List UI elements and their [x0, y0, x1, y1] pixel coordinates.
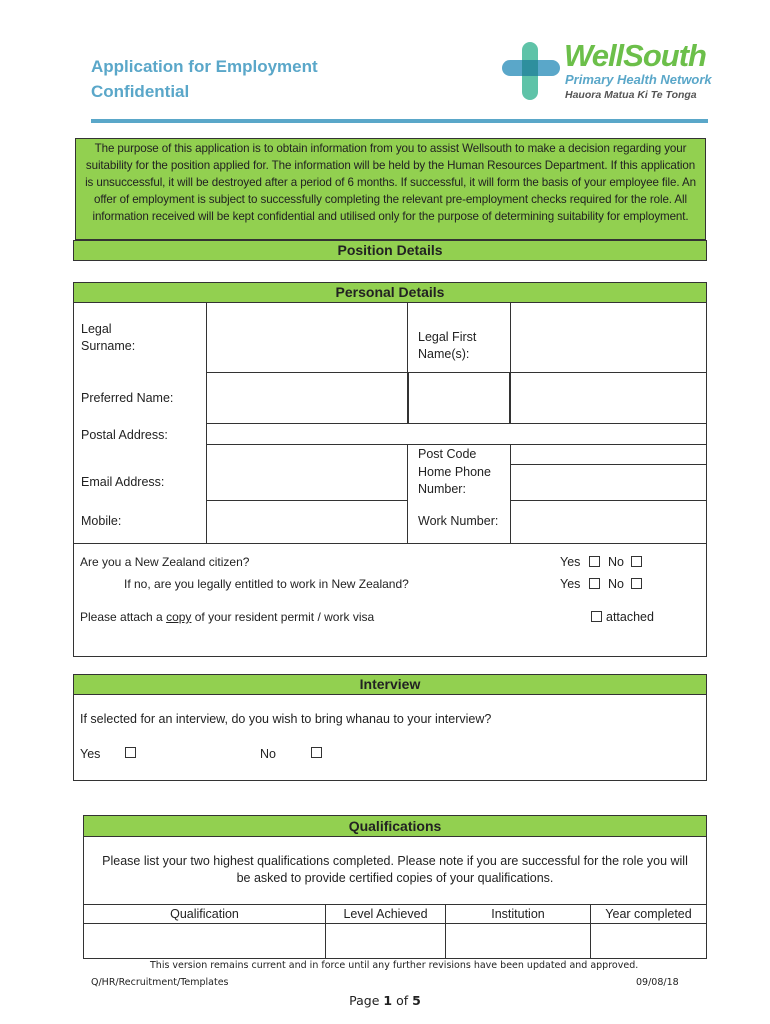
mobile-label: Mobile: — [81, 514, 122, 528]
personal-details-heading: Personal Details — [73, 282, 707, 303]
entitled-no-label: No — [608, 577, 624, 591]
postal-address-field[interactable] — [206, 423, 707, 445]
mobile-field[interactable] — [206, 500, 408, 544]
title-line-1: Application for Employment — [91, 57, 318, 76]
year-completed-input[interactable] — [590, 923, 707, 959]
legal-surname-label: Legal Surname: — [81, 322, 136, 353]
logo-subtitle: Primary Health Network — [565, 72, 712, 87]
entitled-yes-label: Yes — [560, 577, 581, 591]
home-phone-field[interactable] — [510, 464, 707, 501]
column-header-qualification: Qualification — [83, 904, 326, 924]
legal-first-name-field[interactable] — [510, 302, 707, 373]
interview-heading: Interview — [73, 674, 707, 695]
work-number-label: Work Number: — [418, 514, 499, 528]
qualifications-intro: Please list your two highest qualifications completed. Please note if you are successful for the role you will be asked to provide certified copies of your qualifications. — [102, 854, 688, 885]
attach-visa-instruction: Please attach a copy of your resident permit / work visa — [80, 610, 375, 624]
document-date: 09/08/18 — [636, 977, 679, 988]
wellsouth-logo — [500, 38, 740, 108]
home-phone-label: Home Phone Number: — [418, 465, 491, 496]
qualification-input[interactable] — [83, 923, 326, 959]
preferred-name-label: Preferred Name: — [81, 391, 174, 405]
attached-checkbox[interactable] — [591, 611, 602, 622]
form-title — [91, 54, 318, 104]
attached-label: attached — [606, 610, 654, 624]
email-address-field[interactable] — [206, 444, 408, 501]
interview-section — [73, 694, 707, 781]
postal-address-label: Postal Address: — [81, 428, 168, 442]
preferred-name-field-3[interactable] — [510, 372, 707, 424]
column-header-institution: Institution — [445, 904, 591, 924]
intro-text: The purpose of this application is to obtain information from you to assist Wellsouth to make a decision regarding your suitability for the position applied for. The information will be held by the Human Resources Department. If this application is unsuccessful, it will be destroyed after a period of 6 months. If successful, it will form the basis of your employee file. An offer of employment is subject to successfully completing the relevant pre-employment checks required for the role. All information received will be kept confidential and utilised only for the purpose of determining suitability for employment. — [75, 138, 706, 240]
post-code-label: Post Code — [418, 447, 477, 461]
nz-citizen-no-checkbox[interactable] — [631, 556, 642, 567]
email-address-label: Email Address: — [81, 475, 165, 489]
qualifications-heading: Qualifications — [83, 815, 707, 837]
whanau-question: If selected for an interview, do you wish to bring whanau to your interview? — [80, 712, 492, 726]
whanau-yes-label: Yes — [80, 747, 101, 761]
entitled-no-checkbox[interactable] — [631, 578, 642, 589]
level-achieved-input[interactable] — [325, 923, 446, 959]
nz-citizen-yes-checkbox[interactable] — [589, 556, 600, 567]
whanau-yes-checkbox[interactable] — [125, 747, 136, 758]
nz-citizen-question: Are you a New Zealand citizen? — [80, 555, 250, 569]
column-header-year-completed: Year completed — [590, 904, 707, 924]
work-number-field[interactable] — [510, 500, 707, 544]
logo-tagline: Hauora Matua Ki Te Tonga — [565, 89, 697, 101]
institution-input[interactable] — [445, 923, 591, 959]
divider — [73, 543, 707, 544]
whanau-no-label: No — [260, 747, 276, 761]
entitled-to-work-question: If no, are you legally entitled to work in New Zealand? — [124, 577, 409, 591]
whanau-no-checkbox[interactable] — [311, 747, 322, 758]
logo-name: WellSouth — [564, 38, 706, 73]
position-details-heading: Position Details — [73, 240, 707, 261]
cross-icon — [500, 38, 562, 104]
legal-surname-field[interactable] — [206, 302, 408, 373]
nz-citizen-no-label: No — [608, 555, 624, 569]
post-code-field[interactable] — [510, 444, 707, 465]
preferred-name-field-1[interactable] — [206, 372, 408, 424]
legal-first-name-label: Legal First Name(s): — [418, 330, 477, 361]
page-number: Page 1 of 5 — [349, 993, 421, 1008]
title-line-2: Confidential — [91, 82, 190, 101]
preferred-name-field-2[interactable] — [408, 372, 510, 424]
version-notice: This version remains current and in force until any further revisions have been updated and approved. — [150, 960, 639, 971]
header-divider — [91, 119, 708, 123]
document-reference: Q/HR/Recruitment/Templates — [91, 977, 229, 988]
nz-citizen-yes-label: Yes — [560, 555, 581, 569]
column-header-level-achieved: Level Achieved — [325, 904, 446, 924]
entitled-yes-checkbox[interactable] — [589, 578, 600, 589]
